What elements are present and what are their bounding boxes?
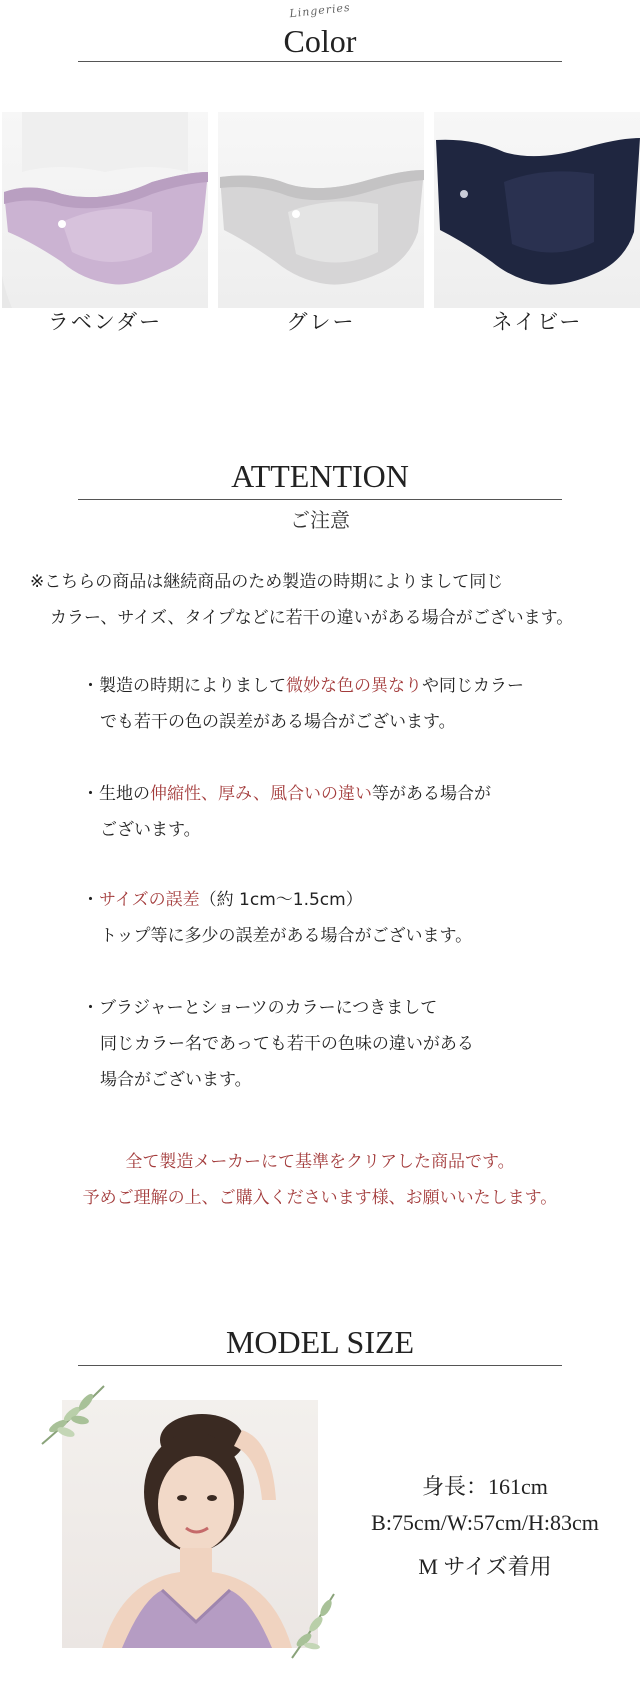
attention-item-4-line-2: 同じカラー名であっても若干の色味の違いがある bbox=[100, 1034, 474, 1054]
swatch-label-lavender: ラベンダー bbox=[47, 310, 163, 334]
attention-item-3-line-1: ・サイズの誤差（約 1cm〜1.5cm） bbox=[82, 890, 363, 910]
attention-closing-line-1: 全て製造メーカーにて基準をクリアした商品です。 bbox=[125, 1152, 515, 1172]
attention-closing-line-2: 予めご理解の上、ご購入くださいます様、お願いいたします。 bbox=[82, 1188, 558, 1208]
swatch-lavender-image[interactable] bbox=[2, 112, 208, 308]
lingeries-script-label: Lingeries bbox=[288, 0, 352, 21]
attention-item-1-highlight: 微妙な色の異なり bbox=[286, 676, 422, 696]
attention-item-1-line-1: ・製造の時期によりまして微妙な色の異なりや同じカラー bbox=[82, 676, 524, 696]
navy-shorts-illustration bbox=[434, 112, 640, 308]
attention-item-4-line-3: 場合がございます。 bbox=[100, 1070, 252, 1090]
attention-item-3-line-2: トップ等に多少の誤差がある場合がございます。 bbox=[100, 926, 473, 946]
attention-item-1-line-2: でも若干の色の誤差がある場合がございます。 bbox=[100, 712, 456, 732]
attention-item-3-highlight: サイズの誤差 bbox=[99, 890, 200, 910]
attention-intro-line-1: ※こちらの商品は継続商品のため製造の時期によりまして同じ bbox=[30, 572, 504, 592]
model-measurements: B:75cm/W:57cm/H:83cm bbox=[371, 1510, 599, 1535]
swatch-navy-image[interactable] bbox=[434, 112, 640, 308]
attention-item-4-line-1: ・ブラジャーとショーツのカラーにつきまして bbox=[82, 998, 438, 1018]
model-height: 身長：161cm bbox=[422, 1474, 548, 1499]
swatch-label-navy: ネイビー bbox=[491, 310, 583, 334]
attention-intro-line-2: カラー、サイズ、タイプなどに若干の違いがある場合がございます。 bbox=[50, 608, 574, 628]
color-section-title: Color bbox=[78, 22, 562, 62]
swatch-label-gray: グレー bbox=[286, 310, 356, 334]
gray-shorts-illustration bbox=[218, 112, 424, 308]
leaf-decoration-top-icon bbox=[38, 1382, 108, 1448]
attention-item-2-line-2: ございます。 bbox=[100, 820, 201, 840]
model-size-worn: M サイズ着用 bbox=[418, 1554, 552, 1579]
attention-subtitle: ご注意 bbox=[290, 508, 350, 532]
attention-item-2-line-1: ・生地の伸縮性、厚み、風合いの違い等がある場合が bbox=[82, 784, 492, 804]
swatch-gray-image[interactable] bbox=[218, 112, 424, 308]
leaf-decoration-bottom-icon bbox=[288, 1590, 340, 1662]
attention-item-2-highlight: 伸縮性、厚み、風合いの違い bbox=[150, 784, 373, 804]
model-size-section-title: MODEL SIZE bbox=[78, 1322, 562, 1366]
lavender-shorts-illustration bbox=[2, 112, 208, 308]
attention-section-title: ATTENTION bbox=[78, 456, 562, 500]
